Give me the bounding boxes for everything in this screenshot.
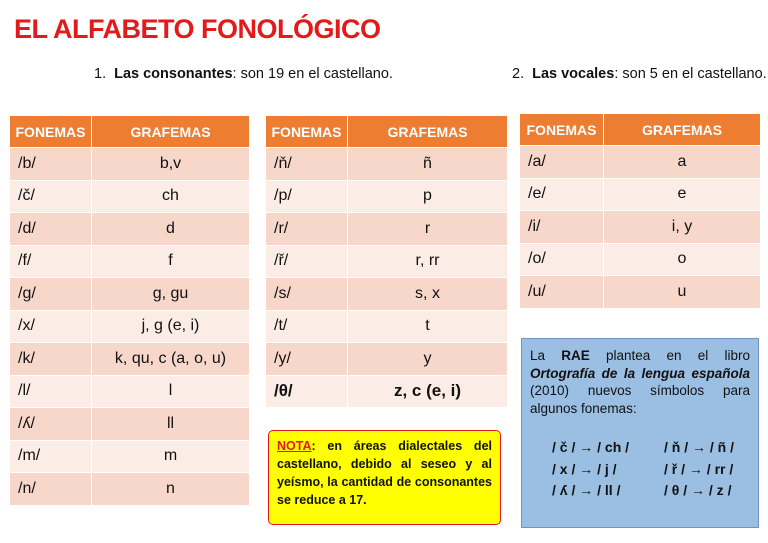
- fonema-cell: /r/: [266, 213, 348, 246]
- fonema-cell: /g/: [10, 278, 92, 311]
- consonants-table-2: [265, 115, 508, 408]
- rae-text-1: La: [530, 348, 562, 363]
- symbol-change: / ň / → / ñ /: [664, 439, 734, 455]
- nota-text: : en áreas dialectales del castellano, debido al seseo y al yeísmo, la cantidad de consonantes se reduce a 17.: [277, 439, 492, 507]
- table-row: [266, 343, 508, 376]
- consonants-table-1: [9, 115, 250, 506]
- grafema-cell: d: [92, 213, 250, 246]
- grafema-cell: g, gu: [92, 278, 250, 311]
- table-row: [10, 473, 250, 506]
- column-header-fonemas: FONEMAS: [520, 114, 604, 146]
- table-row: [10, 375, 250, 408]
- table-row: [10, 343, 250, 376]
- fonema-cell: /ʎ/: [10, 408, 92, 441]
- table-row: [10, 310, 250, 343]
- fonema-cell: /s/: [266, 278, 348, 311]
- symbol-change: / θ / → / z /: [664, 482, 732, 498]
- fonema-cell: /č/: [10, 180, 92, 213]
- rae-text-2: plantea en el libro: [589, 348, 750, 363]
- grafema-cell: m: [92, 440, 250, 473]
- grafema-cell: f: [92, 245, 250, 278]
- fonema-cell: /ř/: [266, 245, 348, 278]
- fonema-cell: /l/: [10, 375, 92, 408]
- table-row: [520, 276, 761, 309]
- nota-label: NOTA: [277, 439, 312, 453]
- grafema-cell: r, rr: [348, 245, 508, 278]
- table-row: [10, 408, 250, 441]
- column-header-fonemas: FONEMAS: [266, 116, 348, 148]
- fonema-cell: /f/: [10, 245, 92, 278]
- consonants-heading-text: : son 19 en el castellano.: [232, 66, 393, 82]
- grafema-cell: ll: [92, 408, 250, 441]
- table-row: [10, 278, 250, 311]
- fonema-cell: /t/: [266, 310, 348, 343]
- table-row: [266, 148, 508, 181]
- fonema-cell: /i/: [520, 211, 604, 244]
- table-row: [266, 310, 508, 343]
- grafema-cell: t: [348, 310, 508, 343]
- grafema-cell: p: [348, 180, 508, 213]
- symbol-change: / ř / → / rr /: [664, 460, 734, 477]
- grafema-cell: r: [348, 213, 508, 246]
- consonants-heading-number: 1.: [94, 66, 107, 82]
- table-row: [266, 180, 508, 213]
- column-header-fonemas: FONEMAS: [10, 116, 92, 148]
- fonema-cell: /k/: [10, 343, 92, 376]
- fonema-cell: /a/: [520, 146, 604, 179]
- grafema-cell: z, c (e, i): [348, 375, 508, 408]
- vowels-heading-number: 2.: [512, 66, 525, 82]
- fonema-cell: /m/: [10, 440, 92, 473]
- grafema-cell: b,v: [92, 148, 250, 181]
- table-row: [266, 278, 508, 311]
- rae-symbol-changes: [530, 439, 750, 500]
- column-header-grafemas: GRAFEMAS: [348, 116, 508, 148]
- table-row: [10, 148, 250, 181]
- fonema-cell: /d/: [10, 213, 92, 246]
- rae-book-title: Ortografía de la lengua española: [530, 365, 750, 381]
- grafema-cell: ch: [92, 180, 250, 213]
- table-row: [266, 375, 508, 408]
- fonema-cell: /p/: [266, 180, 348, 213]
- table-row: [266, 245, 508, 278]
- consonants-heading: [94, 66, 393, 82]
- table-row: [10, 245, 250, 278]
- fonema-cell: /o/: [520, 243, 604, 276]
- rae-text-3: (2010) nuevos símbolos para algunos fonemas:: [530, 383, 750, 416]
- table-row: [10, 440, 250, 473]
- fonema-cell: /ň/: [266, 148, 348, 181]
- symbol-change: / ʎ / → / ll /: [552, 482, 621, 498]
- symbol-change: / č / → / ch /: [552, 439, 630, 455]
- grafema-cell: e: [604, 178, 761, 211]
- column-header-grafemas: GRAFEMAS: [604, 114, 761, 146]
- grafema-cell: s, x: [348, 278, 508, 311]
- grafema-cell: n: [92, 473, 250, 506]
- symbol-change: / x / → / j /: [552, 460, 617, 477]
- fonema-cell: /u/: [520, 276, 604, 309]
- vowels-table: [519, 113, 761, 309]
- page-title: EL ALFABETO FONOLÓGICO: [14, 14, 381, 44]
- grafema-cell: u: [604, 276, 761, 309]
- fonema-cell: /n/: [10, 473, 92, 506]
- table-row: [520, 243, 761, 276]
- table-row: [520, 211, 761, 244]
- fonema-cell: /b/: [10, 148, 92, 181]
- fonema-cell: /θ/: [266, 375, 348, 408]
- vowels-heading: [512, 66, 767, 82]
- fonema-cell: /e/: [520, 178, 604, 211]
- grafema-cell: j, g (e, i): [92, 310, 250, 343]
- grafema-cell: o: [604, 243, 761, 276]
- grafema-cell: i, y: [604, 211, 761, 244]
- nota-box: [268, 430, 501, 525]
- grafema-cell: ñ: [348, 148, 508, 181]
- consonants-heading-label: Las consonantes: [114, 66, 233, 82]
- rae-note-box: [521, 338, 759, 528]
- fonema-cell: /x/: [10, 310, 92, 343]
- table-row: [520, 178, 761, 211]
- grafema-cell: y: [348, 343, 508, 376]
- table-row: [10, 213, 250, 246]
- rae-bold-1: RAE: [561, 348, 590, 363]
- rae-intro: [530, 347, 750, 417]
- table-row: [520, 146, 761, 179]
- column-header-grafemas: GRAFEMAS: [92, 116, 250, 148]
- grafema-cell: l: [92, 375, 250, 408]
- table-row: [266, 213, 508, 246]
- grafema-cell: a: [604, 146, 761, 179]
- table-row: [10, 180, 250, 213]
- fonema-cell: /y/: [266, 343, 348, 376]
- grafema-cell: k, qu, c (a, o, u): [92, 343, 250, 376]
- vowels-heading-label: Las vocales: [532, 66, 615, 82]
- vowels-heading-text: : son 5 en el castellano.: [614, 66, 767, 82]
